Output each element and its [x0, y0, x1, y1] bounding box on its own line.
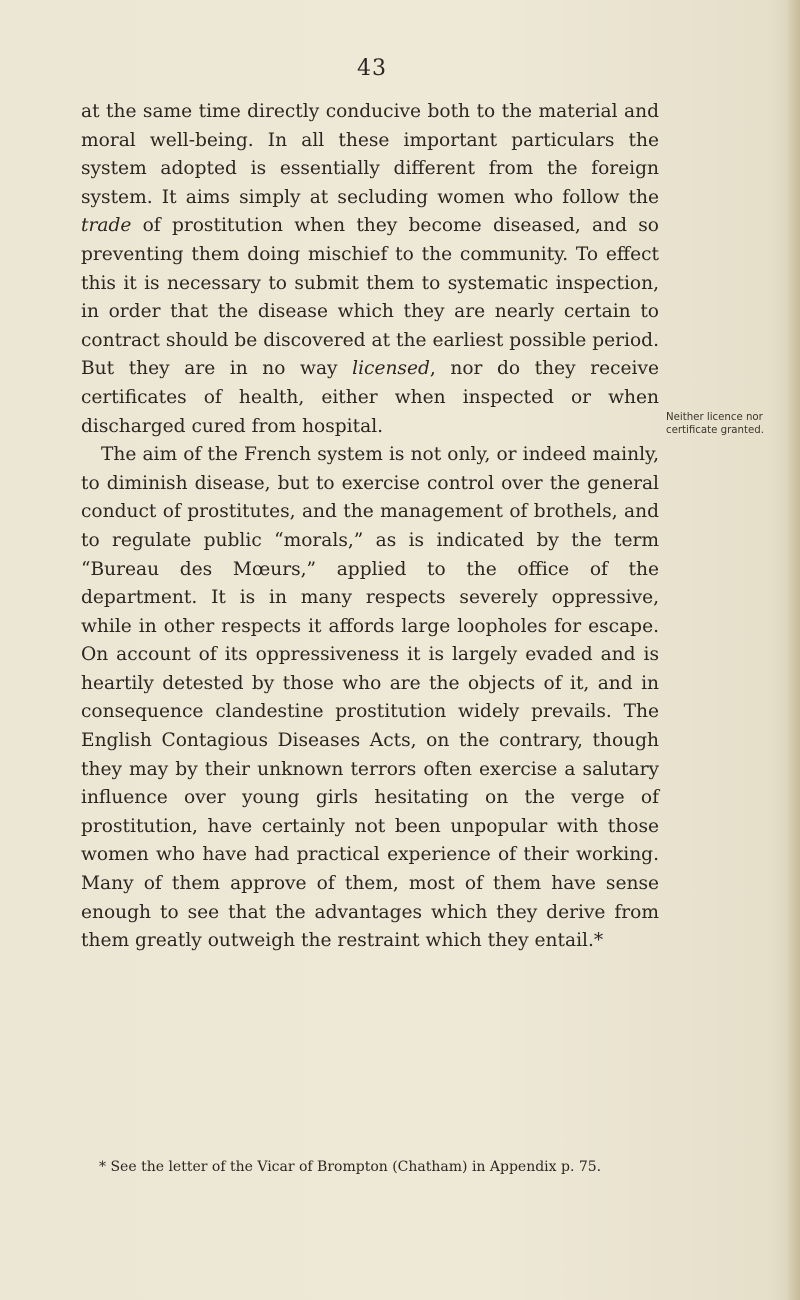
paragraph [81, 441, 659, 956]
italic-text: licensed [352, 358, 430, 380]
page-number: 43 [357, 56, 387, 81]
text-run: of prostitution when they become diseased, and so preventing them doing mischief to the community. To effect this it is necessary to submit them to systematic inspection, in order that the disease which they are nearly certain to contract should be discovered at the earliest possible period. But they are in no way [81, 215, 659, 380]
footnote [81, 1157, 659, 1178]
text-run: , nor do they receive certificates of health, either when inspected or when discharged cured from hospital. [81, 358, 659, 437]
body-text [81, 98, 659, 956]
margin-sidenote: Neither licence nor certificate granted. [666, 412, 764, 436]
italic-text: trade [81, 215, 132, 237]
page-edge-shadow [786, 0, 800, 1300]
text-run: The aim of the French system is not only, or indeed mainly, to diminish disease, but to exercise control over the general conduct of prostitutes, and the management of brothels, and to regulate public “morals,” as is indicated by the term “Bureau des Mœurs,” applied to the office of the department. It is in many respects severely oppressive, while in other respects it affords large loopholes for escape. On account of its oppressiveness it is largely evaded and is heartily detested by those who are the objects of it, and in consequence clandestine prostitution widely prevails. The English Contagious Diseases Acts, on the contrary, though they may by their unknown terrors often exercise a salutary influence over young girls hesitating on the verge of prostitution, have certainly not been unpopular with those women who have had practical experience of their working. Many of them approve of them, most of them have sense enough to see that the advantages which they derive from them greatly outweigh the restraint which they entail.* [81, 444, 659, 952]
footnote-text: See the letter of the Vicar of Brompton (Chatham) in Appendix p. 75. [110, 1159, 602, 1175]
text-run: at the same time directly conducive both to the material and moral well-being. In all these important particulars the system adopted is essentially different from the foreign system. It aims simply at secluding women who follow the [81, 101, 659, 208]
footnote-paragraph [81, 1157, 659, 1178]
footnote-marker: * [99, 1159, 106, 1175]
paragraph [81, 98, 659, 441]
